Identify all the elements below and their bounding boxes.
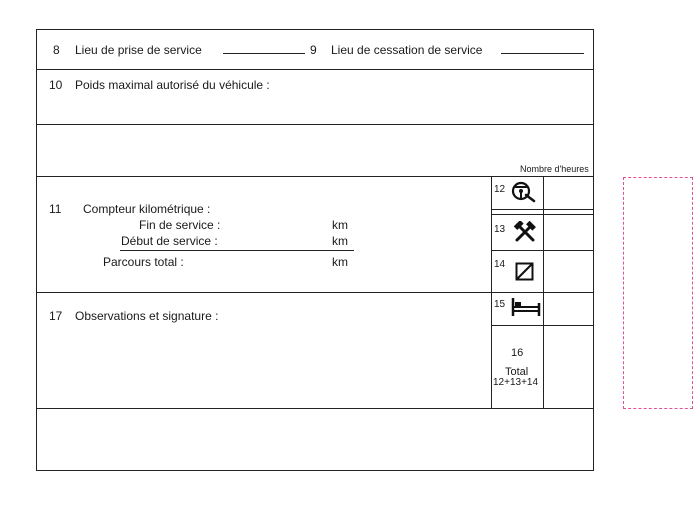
start-of-service-unit: km (332, 234, 348, 248)
field-11-number: 11 (49, 202, 62, 216)
row-divider-2 (36, 124, 594, 125)
selection-outline (623, 177, 693, 409)
hours-row-divider-a (491, 209, 594, 210)
activity-14-number: 14 (494, 259, 506, 270)
activity-13-number: 13 (494, 224, 506, 235)
steering-wheel-icon (511, 180, 537, 204)
field-9-blank-line[interactable] (501, 53, 584, 54)
total-distance-label: Parcours total : (103, 255, 184, 269)
row-divider-3 (36, 176, 594, 177)
activity-15-number: 15 (494, 299, 506, 310)
hours-col-divider-1 (491, 176, 492, 408)
end-of-service-unit: km (332, 218, 348, 232)
field-8-blank-line[interactable] (223, 53, 305, 54)
field-10-label: Poids maximal autorisé du véhicule : (75, 78, 270, 92)
field-9-label: Lieu de cessation de service (331, 43, 483, 57)
field-17-number: 17 (49, 309, 63, 323)
hours-col-divider-2 (543, 176, 544, 408)
row-divider-1 (36, 69, 594, 70)
hours-row-divider-b (491, 214, 594, 215)
total-cell-formula: 12+13+14 (493, 377, 539, 388)
total-cell-label: Total (505, 366, 529, 378)
total-cell-number: 16 (511, 347, 524, 359)
bed-icon (511, 296, 541, 318)
hours-header: Nombre d'heures (520, 164, 589, 174)
odometer-label: Compteur kilométrique : (83, 202, 211, 216)
field-9-number: 9 (310, 43, 317, 57)
subtraction-line (120, 250, 354, 251)
hours-row-divider-d (491, 325, 594, 326)
hammer-icon (513, 221, 537, 243)
field-8-number: 8 (53, 43, 60, 57)
observations-label: Observations et signature : (75, 309, 219, 323)
hours-row-divider-c (491, 250, 594, 251)
start-of-service-label: Début de service : (121, 234, 218, 248)
activity-12-number: 12 (494, 184, 506, 195)
field-10-number: 10 (49, 78, 63, 92)
row-divider-4 (36, 292, 594, 293)
end-of-service-label: Fin de service : (139, 218, 221, 232)
row-divider-5 (36, 408, 594, 409)
availability-icon (515, 262, 534, 281)
field-8-label: Lieu de prise de service (75, 43, 202, 57)
total-distance-unit: km (332, 255, 348, 269)
